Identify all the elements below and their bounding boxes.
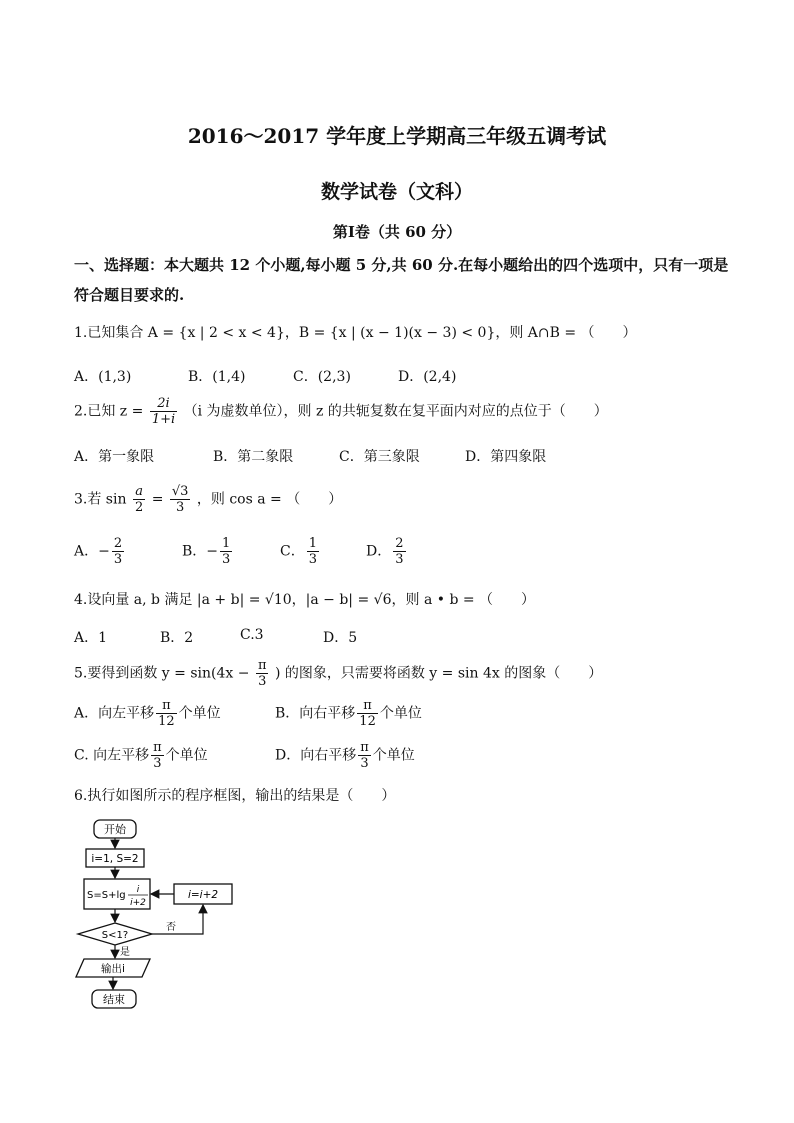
q5-option-c — [74, 740, 208, 771]
flow-increment-label: i=i+2 — [187, 889, 219, 901]
q3-option-a-den: 3 — [113, 552, 123, 567]
q3-option-b-den: 3 — [222, 552, 231, 567]
q1-option-d: D．(2,4) — [398, 369, 457, 385]
q5-option-a-num: π — [156, 698, 177, 714]
q5-option-b-num: π — [357, 698, 378, 714]
q5-option-a-frac — [156, 698, 177, 729]
exam-title: 2016～2017 学年度上学期高三年级五调考试 — [187, 124, 607, 148]
flow-update-prefix: S=S+lg — [87, 890, 126, 901]
q3-option-c — [280, 536, 321, 567]
program-flowchart — [70, 812, 250, 1022]
q5-option-d-label: D．向右平移 — [275, 747, 357, 764]
q5-frac-num: π — [257, 658, 267, 673]
q3-option-d-label: D． — [366, 543, 392, 560]
q1-option-a: A．(1,3) — [74, 369, 132, 385]
q1-option-b: B．(1,4) — [188, 369, 246, 385]
q3-fraction-a — [133, 484, 145, 515]
q5-stem-prefix: 5.要得到函数 y = sin(4x − — [74, 665, 250, 682]
q5-option-b-den: 12 — [359, 714, 376, 729]
q2-option-a: A．第一象限 — [74, 449, 155, 465]
q4-option-b: B．2 — [160, 630, 194, 646]
q3-option-d-frac — [393, 536, 405, 567]
q3-frac2-num: √3 — [171, 484, 189, 499]
q3-option-a-frac — [112, 536, 124, 567]
q5-option-a-unit: 个单位 — [178, 705, 221, 722]
q3-option-d — [366, 536, 408, 567]
q5-option-c-den: 3 — [153, 756, 162, 771]
q3-option-c-frac — [307, 536, 319, 567]
q3-option-b — [182, 536, 234, 567]
q4-option-d: D．5 — [323, 630, 358, 646]
q3-frac2-den: 3 — [176, 500, 185, 515]
q5-frac-den: 3 — [258, 674, 267, 689]
q3-option-c-num: 1 — [308, 536, 317, 551]
flow-no-branch — [152, 905, 203, 934]
q5-option-c-num: π — [153, 740, 162, 755]
q3-option-a — [74, 536, 126, 567]
q3-fraction-b — [170, 484, 191, 515]
q3-option-c-label: C． — [280, 543, 305, 560]
q2-stem-prefix: 2.已知 z = — [74, 403, 144, 420]
q3-stem-prefix: 3.若 sin — [74, 491, 127, 508]
question-6-stem: 6.执行如图所示的程序框图，输出的结果是（ ） — [74, 788, 396, 804]
flow-update-den: i+2 — [130, 898, 146, 908]
q3-option-b-label: B．− — [182, 543, 219, 560]
question-5-stem — [74, 658, 602, 689]
q4-option-a: A．1 — [74, 630, 108, 646]
q2-frac-den: 1+i — [151, 412, 176, 427]
flow-init-label: i=1, S=2 — [91, 853, 139, 865]
flow-yes-label: 是 — [120, 947, 130, 958]
flow-condition-label: S<1? — [101, 930, 129, 941]
flow-end-label: 结束 — [103, 993, 125, 1006]
q5-option-d-frac — [358, 740, 371, 771]
q5-fraction — [256, 658, 269, 689]
flow-output-label: 输出i — [101, 963, 125, 975]
q5-option-b-frac — [357, 698, 378, 729]
q5-option-c-unit: 个单位 — [165, 747, 208, 764]
question-2-stem — [74, 396, 608, 427]
q3-option-b-num: 1 — [222, 536, 231, 551]
paper-subtitle: 数学试卷（文科） — [320, 181, 473, 203]
q5-option-d — [275, 740, 415, 771]
q3-option-d-den: 3 — [395, 552, 404, 567]
q3-stem-suffix: ，则 cos a = （ ） — [196, 491, 343, 508]
q2-frac-num: 2i — [150, 396, 177, 412]
q5-option-d-unit: 个单位 — [372, 747, 415, 764]
q5-option-c-label: C. 向左平移 — [74, 747, 150, 764]
q5-option-b-unit: 个单位 — [379, 705, 422, 722]
q5-stem-suffix: ) 的图象，只需要将函数 y = sin 4x 的图象（ ） — [274, 665, 603, 682]
q5-option-a-den: 12 — [158, 714, 175, 729]
q2-option-b: B．第二象限 — [213, 449, 294, 465]
flow-no-label: 否 — [166, 922, 176, 933]
q2-option-c: C．第三象限 — [339, 449, 420, 465]
q4-option-c: C.3 — [240, 627, 264, 643]
q3-option-a-num: 2 — [113, 536, 123, 551]
instructions: 一、选择题：本大题共 12 个小题,每小题 5 分,共 60 分.在每小题给出的四个选项中，只有一项是符合题目要求的. — [74, 256, 729, 304]
flow-start-label: 开始 — [104, 823, 126, 836]
question-3-stem — [74, 484, 342, 515]
question-1-stem: 1.已知集合 A = {x | 2 < x < 4}，B = {x | (x − 1)(x − 3) < 0}，则 A∩B = （ ） — [74, 325, 637, 341]
q2-stem-suffix: （i 为虚数单位），则 z 的共轭复数在复平面内对应的点位于（ ） — [183, 403, 608, 420]
q5-option-b-label: B．向右平移 — [275, 705, 356, 722]
flow-update-num: i — [136, 885, 140, 895]
question-4-stem: 4.设向量 a, b 满足 |a + b| = √10，|a − b| = √6，则 a • b = （ ） — [74, 592, 536, 608]
q3-option-b-frac — [220, 536, 232, 567]
q5-option-d-den: 3 — [360, 756, 369, 771]
q2-fraction — [150, 396, 177, 427]
q3-option-d-num: 2 — [395, 536, 404, 551]
q3-option-c-den: 3 — [308, 552, 317, 567]
q5-option-c-frac — [151, 740, 164, 771]
section-heading: 第Ⅰ卷（共 60 分） — [332, 223, 462, 241]
q3-equals: = — [151, 491, 164, 508]
q5-option-b — [275, 698, 422, 729]
q3-frac-num: a — [133, 484, 145, 500]
q3-option-a-label: A．− — [74, 543, 110, 560]
q5-option-a-label: A．向左平移 — [74, 705, 155, 722]
q1-option-c: C．(2,3) — [293, 369, 351, 385]
q2-option-d: D．第四象限 — [465, 449, 547, 465]
q3-frac-den: 2 — [134, 500, 144, 515]
q5-option-a — [74, 698, 221, 729]
q5-option-d-num: π — [360, 740, 369, 755]
